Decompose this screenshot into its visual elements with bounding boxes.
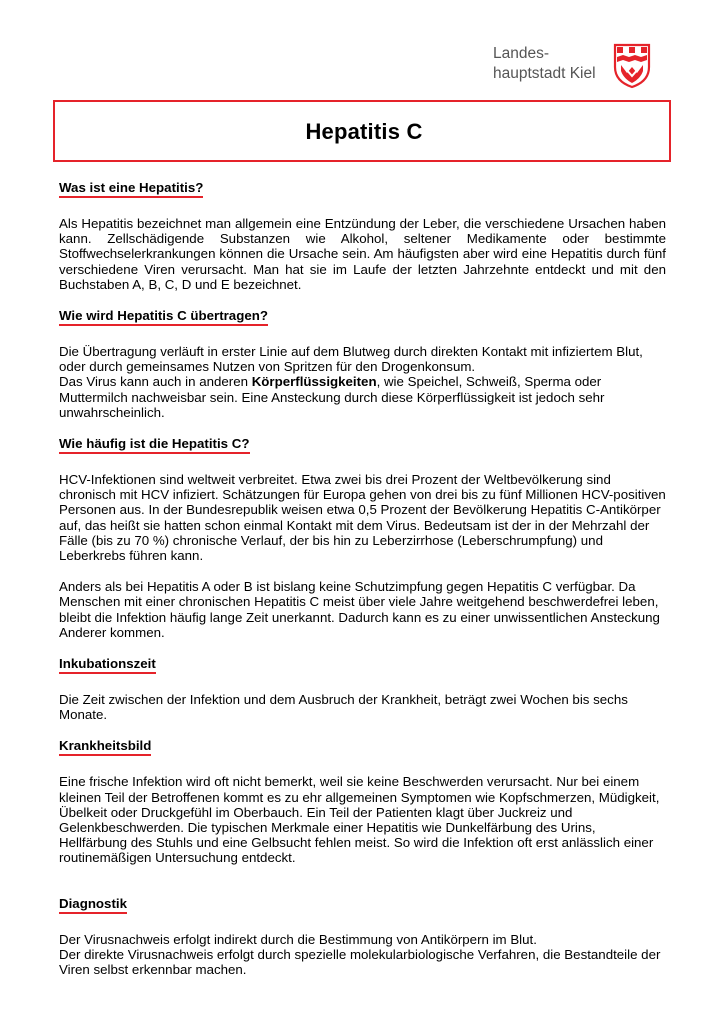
paragraph-haeufigkeit-2: Anders als bei Hepatitis A oder B ist bislang keine Schutzimpfung gegen Hepatitis C verfügbar. Da Menschen mit einer chronischen Hepatitis C meist über viele Jahre weitgehend beschwerdefrei leben, bleibt die Infektion häufig lange Zeit unerkannt. Dadurch kann es zu einer unwissentlichen Ansteckung Anderer kommen. <box>59 579 660 640</box>
kiel-crest-icon <box>613 43 651 89</box>
section-heading-diagnostik: Diagnostik <box>59 897 127 914</box>
section-heading-haeufigkeit: Wie häufig ist die Hepatitis C? <box>59 437 250 454</box>
paragraph-inkubationszeit: Die Zeit zwischen der Infektion und dem Ausbruch der Krankheit, beträgt zwei Wochen bis sechs Monate. <box>59 692 628 723</box>
paragraph-uebertragung-1: Die Übertragung verläuft in erster Linie auf dem Blutweg durch direkten Kontakt mit infiziertem Blut, oder durch gemeinsames Nutzen von Spritzen für den Drogenkonsum. <box>59 344 643 375</box>
paragraph-krankheitsbild: Eine frische Infektion wird oft nicht bemerkt, weil sie keine Beschwerden verursacht. Nur bei einem kleinen Teil der Betroffenen kommt es zu ehr allgemeinen Symptomen wie Kopfschmerzen, Müdigkeit, Übelkeit oder Druckgefühl im Oberbauch. Ein Teil der Patienten klagt über Juckreiz und Gelenkbeschwerden. Die typischen Merkmale einer Hepatitis wie Dunkelfärbung des Urins, Hellfärbung des Stuhls und eine Gelbsucht fehlen meist. So wird die Infektion oft erst anlässlich einer routinemäßigen Untersuchung entdeckt. <box>59 774 660 866</box>
paragraph-haeufigkeit-1: HCV-Infektionen sind weltweit verbreitet. Etwa zwei bis drei Prozent der Weltbevölkerung sind chronisch mit HCV infiziert. Schätzungen für Europa gehen von drei bis zu fünf Millionen HCV-positiven Personen aus. In der Bundesrepublik weisen etwa 0,5 Prozent der Bevölkerung Hepatitis C-Antikörper auf, das heißt sie hatten schon einmal Kontakt mit dem Virus. Bedeutsam ist der in der Mehrzahl der Fälle (bis zu 70 %) chronische Verlauf, der bis hin zu Leberzirrhose (Leberschrumpfung) und Leberkrebs führen kann. <box>59 472 666 564</box>
paragraph-diagnostik-2: Der direkte Virusnachweis erfolgt durch spezielle molekularbiologische Verfahren, die Bestandteile der Viren selbst erkennbar machen. <box>59 946 661 978</box>
section-heading-inkubationszeit: Inkubationszeit <box>59 657 156 674</box>
section-heading-krankheitsbild: Krankheitsbild <box>59 739 151 756</box>
paragraph-diagnostik-1: Der Virusnachweis erfolgt indirekt durch die Bestimmung von Antikörpern im Blut. <box>59 931 537 947</box>
title-box <box>53 100 671 162</box>
logo-line-1: Landes- <box>493 45 550 62</box>
logo-text <box>493 44 596 84</box>
paragraph-was-ist: Als Hepatitis bezeichnet man allgemein eine Entzündung der Leber, die verschiedene Ursachen haben kann. Zellschädigende Substanzen wie Alkohol, seltener Medikamente oder bestimmte Stoffwechselerkrankungen können die Ursache sein. Am häufigsten aber wird eine Hepatitis durch fünf verschiedene Viren verursacht. Man hat sie im Laufe der letzten Jahrzehnte entdeckt und mit den Buchstaben A, B, C, D und E bezeichnet. <box>59 216 666 292</box>
page-title: Hepatitis C <box>305 119 423 144</box>
section-heading-uebertragung: Wie wird Hepatitis C übertragen? <box>59 309 268 326</box>
logo-line-2: hauptstadt Kiel <box>493 65 596 82</box>
text-fragment: , wie Speichel, Schweiß, Sperma oder Muttermilch nachweisbar sein. Eine Ansteckung durch diese Körperflüssigkeit ist jedoch sehr unwahrscheinlich. <box>59 374 605 420</box>
text-fragment: Das Virus kann auch in anderen <box>59 374 252 390</box>
bold-term: Körperflüssigkeiten <box>251 374 377 390</box>
paragraph-uebertragung-2 <box>59 374 666 420</box>
document-body <box>59 180 666 977</box>
section-heading-was-ist: Was ist eine Hepatitis? <box>59 181 203 198</box>
